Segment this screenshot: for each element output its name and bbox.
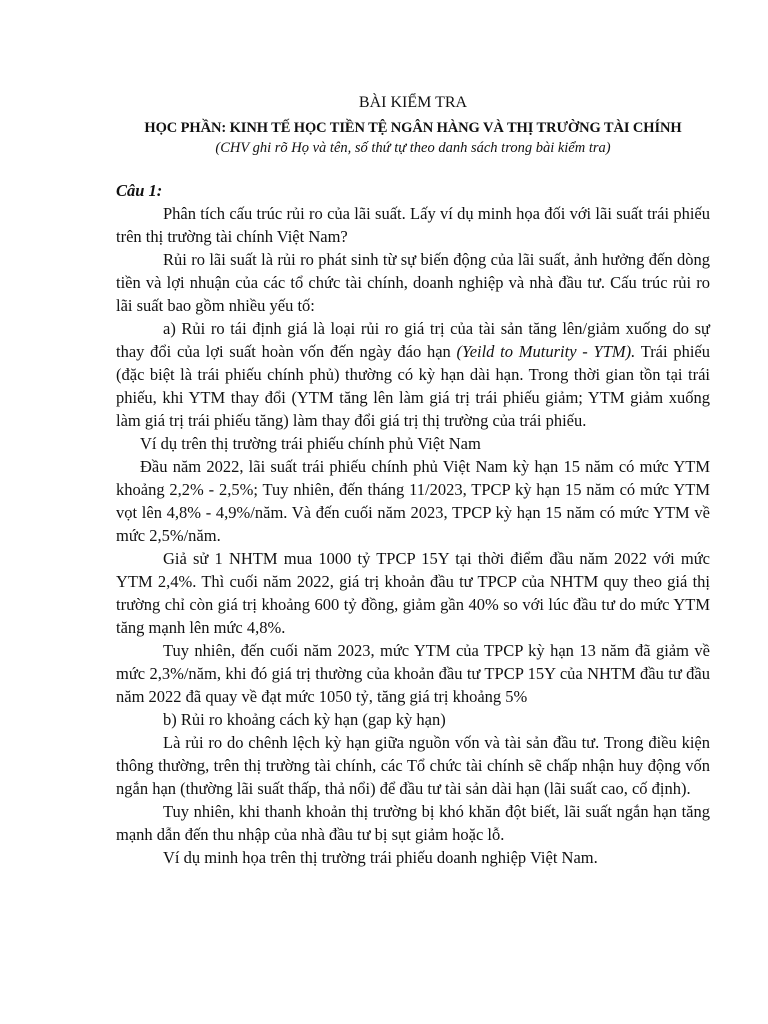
paragraph-5: Giả sử 1 NHTM mua 1000 tỷ TPCP 15Y tại thời điểm đầu năm 2022 với mức YTM 2,4%. Thì cuối năm 2022, giá trị khoản đầu tư TPCP của NHTM quy theo giá thị trường chỉ còn giá trị khoảng 600 tỷ đồng, giảm gần 40% so với lúc đầu tư do mức YTM tăng mạnh lên mức 4,8%. [116,549,710,637]
document-page [116,92,710,869]
paragraph-7: b) Rủi ro khoảng cách kỳ hạn (gap kỳ hạn) [163,710,446,729]
paragraph-2 [116,317,710,432]
paragraph-2-start: a) Rủi ro tái định giá là loại rủi ro giá trị của tài sản tăng lên/giảm xuống do sự thay đổi của lợi suất hoàn vốn đến ngày đáo hạn [116,319,710,361]
paragraph-8: Là rủi ro do chênh lệch kỳ hạn giữa nguồn vốn và tài sản đầu tư. Trong điều kiện thông thường, trên thị trường tài chính, các Tổ chức tài chính sẽ chấp nhận huy động vốn ngắn hạn (thường lãi suất thấp, thả nổi) để đầu tư tài sản dài hạn (lãi suất cao, cố định). [116,733,710,798]
doc-title: BÀI KIỂM TRA [358,94,468,111]
paragraph-1: Rủi ro lãi suất là rủi ro phát sinh từ sự biến động của lãi suất, ảnh hưởng đến dòng tiền và lợi nhuận của các tổ chức tài chính, doanh nghiệp và nhà đầu tư. Cấu trúc rủi ro lãi suất bao gồm nhiều yếu tố: [116,250,710,315]
paragraph-10: Ví dụ minh họa trên thị trường trái phiếu doanh nghiệp Việt Nam. [163,848,598,867]
paragraph-4: Đầu năm 2022, lãi suất trái phiếu chính phủ Việt Nam kỳ hạn 15 năm có mức YTM khoảng 2,2% - 2,5%; Tuy nhiên, đến tháng 11/2023, TPCP kỳ hạn 15 năm có mức YTM vọt lên 4,8% - 4,9%/năm. Và đến cuối năm 2023, TPCP kỳ hạn 15 năm có mức YTM về mức 2,5%/năm. [116,457,710,545]
question-prompt: Phân tích cấu trúc rủi ro của lãi suất. Lấy ví dụ minh họa đối với lãi suất trái phiếu trên thị trường tài chính Việt Nam? [116,204,710,246]
paragraph-2-italic: (Yeild to Muturity - YTM). [456,342,636,361]
course-subtitle: HỌC PHẦN: KINH TẾ HỌC TIỀN TỆ NGÂN HÀNG VÀ THỊ TRƯỜNG TÀI CHÍNH [144,120,682,136]
paragraph-6: Tuy nhiên, đến cuối năm 2023, mức YTM của TPCP kỳ hạn 13 năm đã giảm về mức 2,3%/năm, khi đó giá trị thường của khoản đầu tư TPCP 15Y của NHTM đầu tư đầu năm 2022 đã quay về đạt mức 1050 tỷ, tăng giá trị khoảng 5% [116,641,710,706]
paragraph-3: Ví dụ trên thị trường trái phiếu chính phủ Việt Nam [140,434,481,453]
instruction-note: (CHV ghi rõ Họ và tên, số thứ tự theo danh sách trong bài kiểm tra) [215,140,611,156]
paragraph-9: Tuy nhiên, khi thanh khoản thị trường bị khó khăn đột biết, lãi suất ngắn hạn tăng mạnh dẫn đến thu nhập của nhà đầu tư bị sụt giảm hoặc lỗ. [116,802,710,844]
question-label: Câu 1: [116,181,163,200]
paragraph-2-end: Trái phiếu (đặc biệt là trái phiếu chính phủ) thường có kỳ hạn dài hạn. Trong thời gian tồn tại trái phiếu, khi YTM thay đổi (YTM tăng lên làm giá trị trái phiếu giảm; YTM giảm xuống làm giá trị trái phiếu tăng) làm thay đổi giá trị thị trường của trái phiếu. [116,342,711,430]
